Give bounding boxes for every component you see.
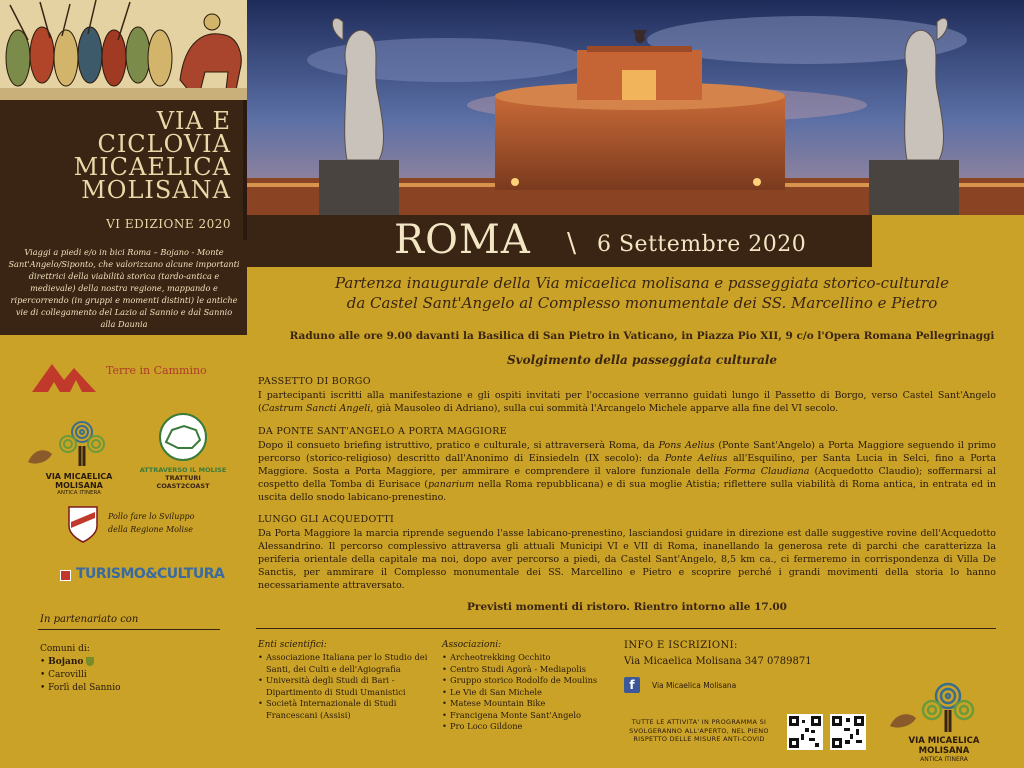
comuni-list xyxy=(40,643,121,695)
terre-label: Terre in Cammino xyxy=(106,364,207,377)
city-title: ROMA xyxy=(394,217,531,263)
facebook-icon[interactable]: f xyxy=(624,677,640,693)
turismo-cultura-logo xyxy=(60,566,225,590)
comuni-header: Comuni di: xyxy=(40,644,90,654)
title-line: MOLISANA xyxy=(81,176,231,204)
section-acquedotti xyxy=(258,513,996,592)
title-line: CICLOVIA xyxy=(97,130,231,158)
molise-top-caption: ATTRAVERSO IL MOLISE xyxy=(139,466,227,474)
via-micaelica-logo-large xyxy=(884,680,1004,763)
flag-icon xyxy=(60,570,71,581)
section-porta-maggiore xyxy=(258,425,996,504)
bayeux-tapestry-image xyxy=(0,0,247,100)
micaelica-small-caption: VIA MICAELICA MOLISANA xyxy=(45,472,113,490)
partnership-divider xyxy=(38,629,220,630)
regione-molise-logo xyxy=(66,504,226,546)
subtitle-line: Partenza inaugurale della Via micaelica molisana e passeggiata storico-culturale xyxy=(335,274,949,292)
molise-map-icon xyxy=(138,412,228,462)
section-body: I partecipanti iscritti alla manifestazione e gli ospiti invitati per l'occasione verranno guidati lungo il Passetto di Borgo, verso Castel Sant'Angelo (Castrum Sancti Angeli, già Mausoleo di Adriano), sulla cui sommità l'Arcangelo Michele apparve alla fine del VI secolo. xyxy=(258,390,996,414)
comune-item: • Bojano xyxy=(40,656,121,669)
covid-notice: TUTTE LE ATTIVITA' IN PROGRAMMA SI SVOLGERANNO ALL'APERTO, NEL PIENO RISPETTO DELLE MISURE ANTI-COVID xyxy=(629,718,769,743)
info-header: INFO E ISCRIZIONI: xyxy=(624,640,738,651)
edition-label: VI EDIZIONE 2020 xyxy=(106,217,231,231)
program-heading: Svolgimento della passeggiata culturale xyxy=(506,353,778,367)
spiral-tree-icon xyxy=(24,418,134,468)
section-title: LUNGO GLI ACQUEDOTTI xyxy=(258,514,395,525)
section-title: DA PONTE SANT'ANGELO A PORTA MAGGIORE xyxy=(258,426,507,437)
micaelica-small-sub: ANTICA ITINERA xyxy=(57,490,101,496)
title-panel xyxy=(0,100,247,240)
enti-header: Enti scientifici: xyxy=(258,640,327,650)
associazione-item: • Centro Studi Agorà - Mediapolis xyxy=(442,664,612,676)
facebook-link[interactable]: Via Micaelica Molisana xyxy=(652,681,737,690)
event-title-bar xyxy=(247,215,872,267)
regione-line: della Regione Molise xyxy=(108,525,193,534)
molise-shield-icon xyxy=(66,504,100,544)
comune-name: Forlì del Sannio xyxy=(48,683,121,693)
qr-code-icon[interactable] xyxy=(830,714,866,750)
associazione-item: • Matese Mountain Bike xyxy=(442,698,612,710)
title-separator: \ xyxy=(567,228,577,259)
title-line: VIA E xyxy=(156,107,231,135)
turismo-label: TURISMO&CULTURA xyxy=(76,566,225,582)
subtitle-line: da Castel Sant'Angelo al Complesso monumentale dei SS. Marcellino e Pietro xyxy=(346,294,938,312)
molise-bottom-caption: TRATTURI COAST2COAST xyxy=(156,474,210,490)
associazioni-header: Associazioni: xyxy=(442,640,502,650)
associazione-item: • Gruppo storico Rodolfo de Moulins xyxy=(442,675,612,687)
meeting-point: Raduno alle ore 9.00 davanti la Basilica di San Pietro in Vaticano, in Piazza Pio XII, 9 c/o l'Opera Romana Pellegrinaggi xyxy=(289,330,995,342)
micaelica-large-caption: VIA MICAELICA MOLISANA xyxy=(908,736,980,756)
associazioni-column xyxy=(442,640,612,733)
enti-scientifici-column xyxy=(258,640,430,721)
castel-sant-angelo-photo xyxy=(247,0,1024,215)
associazione-item: • Le Vie di San Michele xyxy=(442,687,612,699)
section-passetto xyxy=(258,375,996,415)
enti-item: • Università degli Studi di Bari - Dipartimento di Studi Umanistici xyxy=(258,675,430,698)
associazione-item: • Pro Loco Gildone xyxy=(442,721,612,733)
section-body: Da Porta Maggiore la marcia riprende seguendo l'asse labicano-prenestino, lasciandosi guidare in direzione est dalle suggestive rovine dell'Acquedotto Alessandrino. Il percorso complessivo attraversa gli attuali Municipi VI e VII di Roma, inanellando la generosa rete di parchi che caratterizza la periferia orientale della capitale ma noi, dopo aver percorso a piedi, da Castel Sant'Angelo, 8,5 km ca., ci fermeremo in corrispondenza di Villa De Sanctis, per ammirare il Complesso monumentale dei SS. Marcellino e Pietro e scoprire perché i grandi movimenti della storia lo hanno necessariamente attraversato. xyxy=(258,528,996,591)
event-date: 6 Settembre 2020 xyxy=(597,232,807,257)
associazione-item: • Archeotrekking Occhito xyxy=(442,652,612,664)
regione-line: Pollo fare lo Sviluppo xyxy=(108,512,195,521)
comune-item: • Carovilli xyxy=(40,670,87,680)
regione-caption xyxy=(108,510,194,536)
intro-panel xyxy=(0,240,247,335)
footer-divider xyxy=(256,628,996,629)
terre-in-cammino-logo xyxy=(30,358,220,394)
qr-code-icon[interactable] xyxy=(787,714,823,750)
spiral-tree-icon xyxy=(884,680,1004,732)
section-title: PASSETTO DI BORGO xyxy=(258,376,371,387)
enti-item: • Associazione Italiana per lo Studio dei Santi, dei Culti e dell'Agiografia xyxy=(258,652,430,675)
via-micaelica-logo-small xyxy=(24,418,134,496)
coat-of-arms-icon xyxy=(86,657,94,666)
comune-name: Bojano xyxy=(48,657,84,667)
associazione-item: • Francigena Monte Sant'Angelo xyxy=(442,710,612,722)
section-body: Dopo il consueto briefing istruttivo, pratico e culturale, si attraverserà Roma, da Pons Aelius (Ponte Sant'Angelo) a Porta Maggiore seguendo il primo percorso (storico-religioso) descritto dall'Anonimo di Einsiedeln (IX secolo): da Ponte Aelius all'Esquilino, per Santa Lucia in Selci, fino a Porta Maggiore. Sosta a Porta Maggiore, per ammirare e comprendere il valore funzionale della Forma Claudiana (Acquedotto Claudio); soffermarsi al cospetto della Tomba di Eurisace (panarium nella Roma repubblicana) e di sua moglie Atistia; riflettere sulla viabilità di Roma antica, in entrata ed in uscita dello snodo labicano-prenestino. xyxy=(258,440,997,503)
partnership-label: In partenariato con xyxy=(40,614,139,625)
title-line: MICAELICA xyxy=(73,153,231,181)
intro-text: Viaggi a piedi e/o in bici Roma – Bojano - Monte Sant'Angelo/Siponto, che valorizzano alcune importanti direttrici della viabilità storica (tardo-antica e medievale) della nostra regione, mappando e ripercorrendo (in gruppi e momenti distinti) le antiche vie di collegamento del Lazio al Sannio e dal Sannio alla Daunia xyxy=(8,247,240,329)
mountain-icon xyxy=(30,358,100,394)
info-contact: Via Micaelica Molisana 347 0789871 xyxy=(624,656,812,667)
comune-item: • Forlì del Sannio xyxy=(40,683,121,693)
molise-coast2coast-logo xyxy=(138,412,228,490)
event-subtitle xyxy=(262,273,1022,313)
micaelica-large-sub: ANTICA ITINERA xyxy=(920,756,968,763)
ristoro-note: Previsti momenti di ristoro. Rientro intorno alle 17.00 xyxy=(467,601,787,613)
comune-name: Carovilli xyxy=(48,670,87,680)
enti-item: • Società Internazionale di Studi Francescani (Assisi) xyxy=(258,698,430,721)
route-title xyxy=(21,107,231,204)
